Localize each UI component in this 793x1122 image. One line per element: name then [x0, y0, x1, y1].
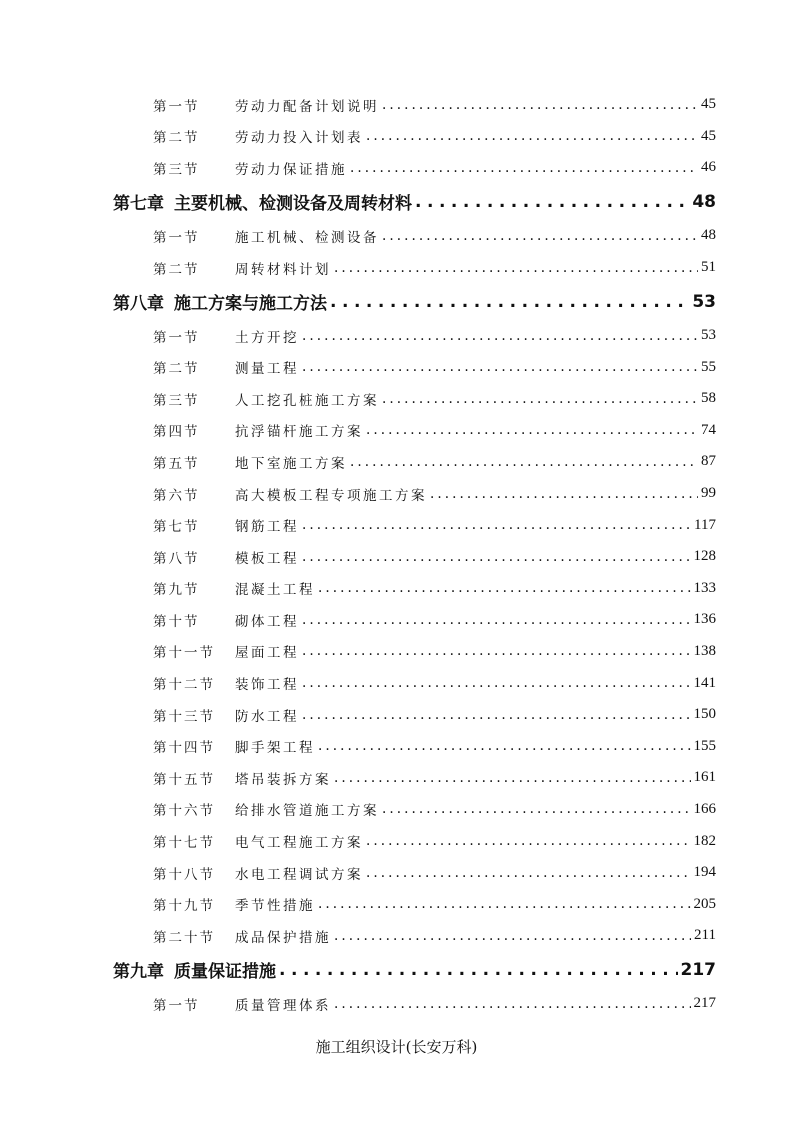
toc-chapter-entry[interactable]: [0, 184, 716, 220]
dot-leader: [302, 517, 691, 533]
entry-number: 第八章: [113, 294, 164, 315]
toc-section-entry[interactable]: [0, 351, 716, 383]
toc-section-entry[interactable]: [0, 604, 716, 636]
dot-leader: [330, 292, 689, 312]
dot-leader: [302, 643, 691, 659]
entry-page-number: 46: [701, 159, 716, 176]
toc-section-entry[interactable]: [0, 888, 716, 920]
toc-section-entry[interactable]: [0, 988, 716, 1020]
entry-title: 成品保护措施: [235, 929, 331, 946]
toc-section-entry[interactable]: [0, 762, 716, 794]
entry-title: 施工方案与施工方法: [174, 294, 327, 315]
entry-title: 劳动力保证措施: [235, 161, 347, 178]
entry-page-number: 45: [701, 127, 716, 144]
entry-number: 第五节: [153, 455, 200, 472]
entry-title: 给排水管道施工方案: [235, 803, 379, 820]
entry-page-number: 58: [701, 390, 716, 407]
entry-page-number: 45: [701, 96, 716, 113]
dot-leader: [334, 928, 691, 944]
entry-number: 第十五节: [153, 771, 215, 788]
entry-number: 第一节: [153, 329, 200, 346]
entry-number: 第一节: [153, 229, 200, 246]
dot-leader: [302, 549, 691, 565]
toc-section-entry[interactable]: [0, 383, 716, 415]
toc-section-entry[interactable]: [0, 89, 716, 121]
entry-title: 水电工程调试方案: [235, 866, 363, 883]
entry-page-number: 166: [693, 800, 716, 817]
entry-number: 第二节: [153, 361, 200, 378]
entry-number: 第一节: [153, 98, 200, 115]
entry-page-number: 182: [693, 832, 716, 849]
dot-leader: [302, 612, 691, 628]
toc-section-entry[interactable]: [0, 415, 716, 447]
entry-title: 劳动力配备计划说明: [235, 98, 379, 115]
entry-number: 第二节: [153, 130, 200, 147]
entry-title: 周转材料计划: [235, 261, 331, 278]
dot-leader: [415, 192, 689, 212]
entry-title: 脚手架工程: [235, 740, 315, 757]
dot-leader: [334, 260, 698, 276]
entry-title: 砌体工程: [235, 613, 299, 630]
dot-leader: [318, 896, 691, 912]
entry-number: 第十节: [153, 613, 200, 630]
entry-page-number: 155: [693, 737, 716, 754]
entry-page-number: 48: [692, 191, 716, 212]
entry-number: 第十二节: [153, 677, 215, 694]
entry-page-number: 217: [680, 959, 716, 980]
entry-title: 主要机械、检测设备及周转材料: [174, 194, 412, 215]
dot-leader: [366, 833, 691, 849]
entry-number: 第十七节: [153, 835, 215, 852]
entry-page-number: 55: [701, 358, 716, 375]
dot-leader: [382, 391, 698, 407]
dot-leader: [279, 960, 678, 980]
toc-section-entry[interactable]: [0, 541, 716, 573]
toc-section-entry[interactable]: [0, 857, 716, 889]
dot-leader: [334, 770, 691, 786]
dot-leader: [366, 422, 698, 438]
entry-number: 第十八节: [153, 866, 215, 883]
toc-section-entry[interactable]: [0, 478, 716, 510]
dot-leader: [366, 128, 698, 144]
entry-number: 第十一节: [153, 645, 215, 662]
entry-title: 施工机械、检测设备: [235, 229, 379, 246]
toc-section-entry[interactable]: [0, 509, 716, 541]
entry-title: 塔吊装拆方案: [235, 771, 331, 788]
entry-page-number: 150: [693, 706, 716, 723]
entry-number: 第六节: [153, 487, 200, 504]
dot-leader: [302, 328, 698, 344]
entry-page-number: 217: [693, 995, 716, 1012]
entry-page-number: 99: [701, 485, 716, 502]
entry-page-number: 141: [693, 674, 716, 691]
entry-title: 装饰工程: [235, 677, 299, 694]
entry-number: 第一节: [153, 997, 200, 1014]
entry-title: 防水工程: [235, 708, 299, 725]
toc-section-entry[interactable]: [0, 636, 716, 668]
toc-section-entry[interactable]: [0, 252, 716, 284]
toc-section-entry[interactable]: [0, 730, 716, 762]
toc-section-entry[interactable]: [0, 320, 716, 352]
toc-section-entry[interactable]: [0, 121, 716, 153]
entry-page-number: 205: [693, 895, 716, 912]
dot-leader: [382, 801, 691, 817]
entry-number: 第七节: [153, 519, 200, 536]
entry-page-number: 51: [701, 259, 716, 276]
entry-page-number: 48: [701, 227, 716, 244]
toc-section-entry[interactable]: [0, 794, 716, 826]
entry-page-number: 211: [694, 927, 716, 944]
entry-number: 第三节: [153, 161, 200, 178]
entry-title: 高大模板工程专项施工方案: [235, 487, 427, 504]
dot-leader: [302, 359, 698, 375]
entry-title: 地下室施工方案: [235, 455, 347, 472]
toc-section-entry[interactable]: [0, 699, 716, 731]
entry-number: 第九章: [113, 962, 164, 983]
entry-title: 模板工程: [235, 550, 299, 567]
entry-page-number: 161: [693, 769, 716, 786]
entry-page-number: 87: [701, 453, 716, 470]
dot-leader: [382, 97, 698, 113]
entry-page-number: 133: [693, 579, 716, 596]
dot-leader: [366, 865, 691, 881]
entry-title: 质量保证措施: [174, 962, 276, 983]
toc-section-entry[interactable]: [0, 825, 716, 857]
entry-page-number: 138: [693, 642, 716, 659]
dot-leader: [302, 675, 691, 691]
toc-chapter-entry[interactable]: [0, 283, 716, 319]
entry-page-number: 194: [693, 864, 716, 881]
dot-leader: [302, 707, 691, 723]
toc-section-entry[interactable]: [0, 573, 716, 605]
entry-page-number: 74: [701, 421, 716, 438]
dot-leader: [350, 160, 698, 176]
entry-page-number: 136: [693, 611, 716, 628]
toc-section-entry[interactable]: [0, 446, 716, 478]
entry-page-number: 53: [692, 291, 716, 312]
entry-number: 第三节: [153, 392, 200, 409]
dot-leader: [318, 580, 691, 596]
entry-title: 季节性措施: [235, 898, 315, 915]
dot-leader: [318, 738, 691, 754]
table-of-contents: [0, 89, 793, 1020]
entry-title: 屋面工程: [235, 645, 299, 662]
entry-page-number: 53: [701, 327, 716, 344]
toc-section-entry[interactable]: [0, 920, 716, 952]
toc-section-entry[interactable]: [0, 667, 716, 699]
toc-chapter-entry[interactable]: [0, 952, 716, 988]
entry-number: 第十九节: [153, 898, 215, 915]
entry-title: 质量管理体系: [235, 997, 331, 1014]
dot-leader: [382, 228, 698, 244]
entry-number: 第二节: [153, 261, 200, 278]
page-footer: 施工组织设计(长安万科): [315, 1038, 478, 1056]
entry-number: 第十四节: [153, 740, 215, 757]
entry-title: 人工挖孔桩施工方案: [235, 392, 379, 409]
entry-title: 土方开挖: [235, 329, 299, 346]
entry-number: 第四节: [153, 424, 200, 441]
entry-number: 第七章: [113, 194, 164, 215]
entry-title: 劳动力投入计划表: [235, 130, 363, 147]
entry-number: 第九节: [153, 582, 200, 599]
toc-section-entry[interactable]: [0, 220, 716, 252]
entry-page-number: 117: [694, 516, 716, 533]
entry-title: 电气工程施工方案: [235, 835, 363, 852]
entry-title: 测量工程: [235, 361, 299, 378]
entry-number: 第十三节: [153, 708, 215, 725]
dot-leader: [350, 454, 698, 470]
entry-number: 第二十节: [153, 929, 215, 946]
dot-leader: [334, 996, 691, 1012]
entry-page-number: 128: [693, 548, 716, 565]
entry-number: 第八节: [153, 550, 200, 567]
entry-number: 第十六节: [153, 803, 215, 820]
entry-title: 混凝土工程: [235, 582, 315, 599]
dot-leader: [430, 486, 698, 502]
toc-section-entry[interactable]: [0, 152, 716, 184]
entry-title: 钢筋工程: [235, 519, 299, 536]
entry-title: 抗浮锚杆施工方案: [235, 424, 363, 441]
